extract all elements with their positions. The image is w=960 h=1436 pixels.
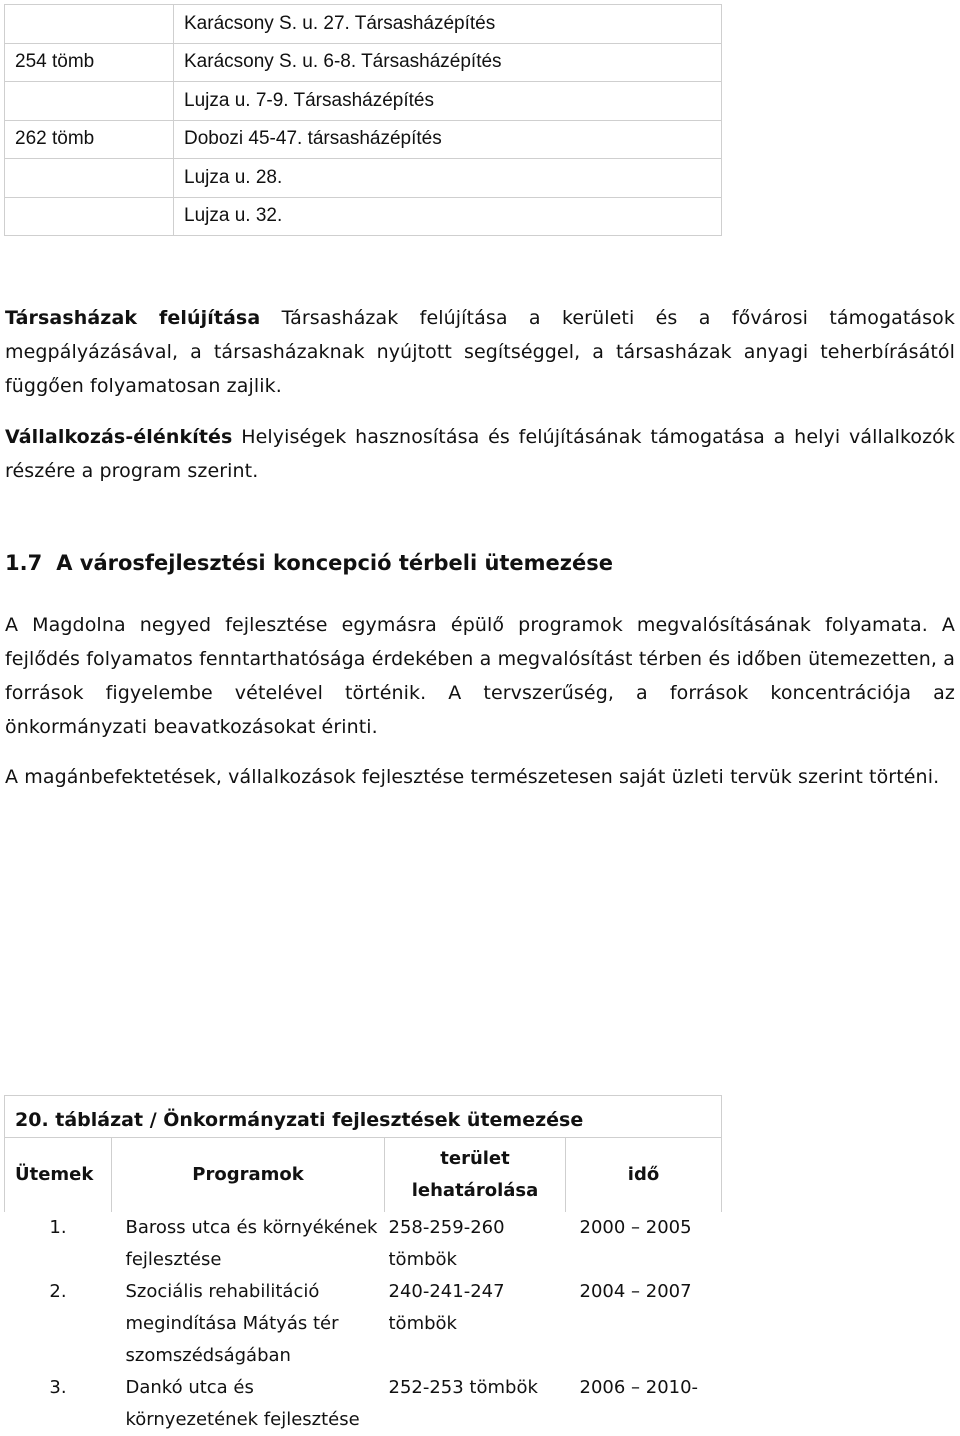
block-cell [5,82,174,121]
table-row [5,82,722,121]
phase-cell: 1. [49,1217,67,1238]
address-cell: Lujza u. 28. [174,159,722,198]
table-caption: 20. táblázat / Önkormányzati fejlesztések ütemezése [4,1095,722,1137]
table-row [5,1212,722,1276]
paragraph-lead: Vállalkozás-élénkítés [5,426,233,448]
phase-cell: 2. [49,1281,67,1302]
address-cell: Lujza u. 7-9. Társasházépítés [174,82,722,121]
block-cell [5,5,174,44]
time-cell: 2004 – 2007 [579,1281,692,1302]
time-cell: 2000 – 2005 [579,1217,692,1238]
table-row [5,43,722,82]
section-paragraph-1: A Magdolna negyed fejlesztése egymásra épülő programok megvalósításának folyamata. A fejlődés folyamatos fenntarthatósága érdekében a megvalósítást térben és időben ütemezetten, a források figyelembe vételével történik. A tervszerűség, a források koncentrációja az önkormányzati beavatkozásokat érinti. [5,614,955,738]
header-area-line-2: lehatárolása [411,1180,539,1201]
table-row [5,5,722,44]
table-row [5,159,722,198]
table-row [5,1276,722,1372]
paragraph-body: Társasházak felújítása a kerületi és a fővárosi támogatások megpályázásával, a társasházaknak nyújtott segítséggel, a társasházak anyagi teherbírásától függően folyamatosan zajlik. [5,307,955,397]
program-cell: Szociális rehabilitáció megindítása Mátyás tér szomszédságában [125,1281,339,1366]
header-program: Programok [112,1138,385,1213]
block-address-table [4,4,722,236]
header-time: idő [566,1138,722,1213]
address-cell: Karácsony S. u. 27. Társasházépítés [174,5,722,44]
table-row [5,1372,722,1436]
phase-cell: 3. [49,1377,67,1398]
section-heading [5,551,613,575]
schedule-table-block [4,1095,722,1436]
area-cell: 240-241-247 tömbök [388,1281,505,1334]
area-cell: 258-259-260 tömbök [388,1217,505,1270]
block-cell: 262 tömb [5,120,174,159]
table-header-row [5,1138,722,1213]
paragraph-lead: Társasházak felújítása [5,307,261,329]
block-cell [5,197,174,236]
paragraph-business-stimulation [5,420,955,488]
area-cell: 252-253 tömbök [388,1377,538,1398]
section-number: 1.7 [5,551,43,575]
header-area [385,1138,566,1213]
section-paragraph-2: A magánbefektetések, vállalkozások fejlesztése természetesen saját üzleti tervük szerint történi. [5,766,940,788]
table-row [5,197,722,236]
section-title: A városfejlesztési koncepció térbeli ütemezése [56,551,614,575]
table-row [5,120,722,159]
address-cell: Karácsony S. u. 6-8. Társasházépítés [174,43,722,82]
program-cell: Dankó utca és környezetének fejlesztése [125,1377,360,1430]
schedule-table [4,1137,722,1436]
address-cell: Lujza u. 32. [174,197,722,236]
paragraph-condo-renovation [5,301,955,403]
paragraph-body: Helyiségek hasznosítása és felújításának támogatása a helyi vállalkozók részére a program szerint. [5,426,955,482]
header-phase: Ütemek [5,1138,112,1213]
program-cell: Baross utca és környékének fejlesztése [125,1217,378,1270]
address-cell: Dobozi 45-47. társasházépítés [174,120,722,159]
header-area-line-1: terület [440,1148,510,1169]
block-cell: 254 tömb [5,43,174,82]
time-cell: 2006 – 2010- [579,1377,699,1398]
block-cell [5,159,174,198]
